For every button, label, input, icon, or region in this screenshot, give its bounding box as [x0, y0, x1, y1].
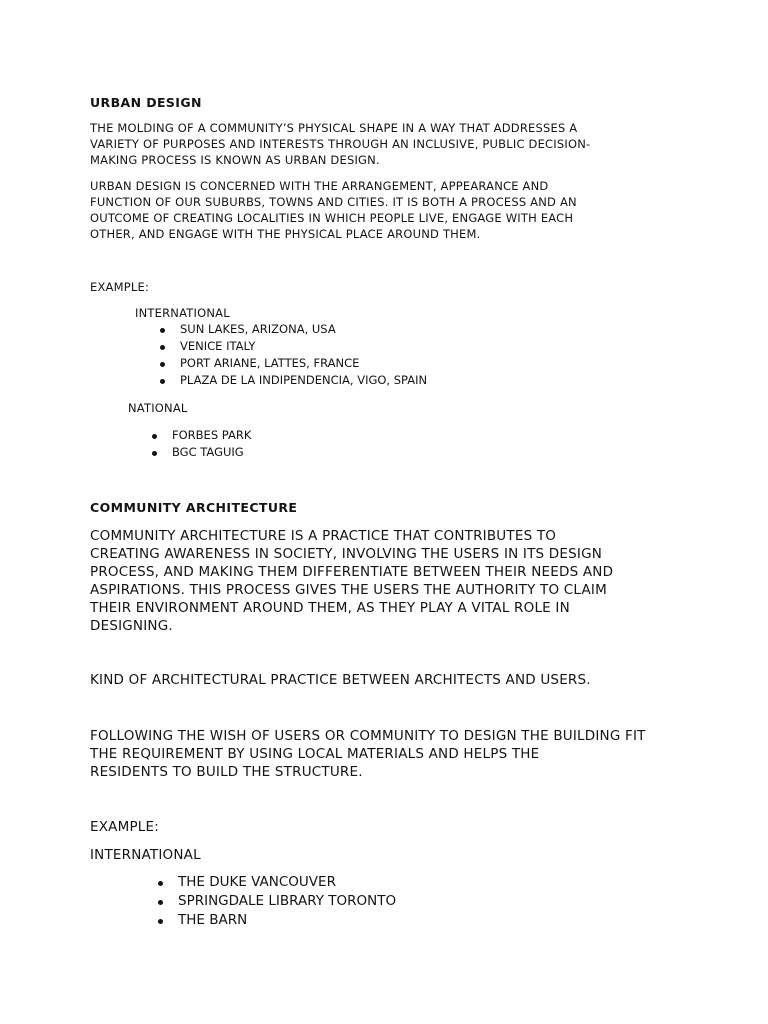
urban-design-national-list: [152, 427, 251, 461]
community-architecture-example-label: EXAMPLE:: [90, 819, 160, 835]
urban-design-international-label: INTERNATIONAL: [135, 306, 230, 320]
urban-design-example-label: EXAMPLE:: [90, 280, 150, 294]
community-architecture-international-label: INTERNATIONAL: [90, 847, 201, 863]
list-item: THE BARN: [158, 911, 396, 930]
community-architecture-paragraph-3-line-3: RESIDENTS TO BUILD THE STRUCTURE.: [90, 764, 363, 780]
community-architecture-paragraph-1-line-1: COMMUNITY ARCHITECTURE IS A PRACTICE THAT CONTRIBUTES TO: [90, 528, 557, 544]
community-architecture-paragraph-1-line-6: DESIGNING.: [90, 618, 173, 634]
list-item: SUN LAKES, ARIZONA, USA: [160, 321, 427, 338]
urban-design-international-list: [160, 321, 427, 389]
urban-design-paragraph-2-line-3: OUTCOME OF CREATING LOCALITIES IN WHICH PEOPLE LIVE, ENGAGE WITH EACH: [90, 211, 574, 225]
community-architecture-paragraph-1-line-4: ASPIRATIONS. THIS PROCESS GIVES THE USERS THE AUTHORITY TO CLAIM: [90, 582, 607, 598]
urban-design-paragraph-1-line-3: MAKING PROCESS IS KNOWN AS URBAN DESIGN.: [90, 153, 380, 167]
urban-design-paragraph-2-line-4: OTHER, AND ENGAGE WITH THE PHYSICAL PLACE AROUND THEM.: [90, 227, 481, 241]
list-item: THE DUKE VANCOUVER: [158, 873, 396, 892]
community-architecture-paragraph-1-line-3: PROCESS, AND MAKING THEM DIFFERENTIATE BETWEEN THEIR NEEDS AND: [90, 564, 614, 580]
community-architecture-paragraph-2: KIND OF ARCHITECTURAL PRACTICE BETWEEN ARCHITECTS AND USERS.: [90, 672, 591, 688]
community-architecture-heading: COMMUNITY ARCHITECTURE: [90, 500, 298, 515]
bullet-icon: [152, 434, 157, 439]
bullet-icon: [160, 345, 165, 350]
list-item: BGC TAGUIG: [152, 444, 251, 461]
community-architecture-paragraph-1-line-2: CREATING AWARENESS IN SOCIETY, INVOLVING THE USERS IN ITS DESIGN: [90, 546, 603, 562]
urban-design-national-label: NATIONAL: [128, 401, 188, 415]
community-architecture-paragraph-1-line-5: THEIR ENVIRONMENT AROUND THEM, AS THEY PLAY A VITAL ROLE IN: [90, 600, 570, 616]
community-architecture-paragraph-3-line-1: FOLLOWING THE WISH OF USERS OR COMMUNITY TO DESIGN THE BUILDING FIT: [90, 728, 646, 744]
list-item: VENICE ITALY: [160, 338, 427, 355]
bullet-icon: [160, 379, 165, 384]
bullet-icon: [158, 881, 163, 886]
bullet-icon: [160, 362, 165, 367]
bullet-icon: [160, 328, 165, 333]
urban-design-paragraph-1-line-1: THE MOLDING OF A COMMUNITY’S PHYSICAL SHAPE IN A WAY THAT ADDRESSES A: [90, 121, 578, 135]
community-architecture-international-list: [158, 873, 396, 930]
urban-design-heading: URBAN DESIGN: [90, 95, 202, 110]
urban-design-paragraph-2-line-1: URBAN DESIGN IS CONCERNED WITH THE ARRANGEMENT, APPEARANCE AND: [90, 179, 549, 193]
urban-design-paragraph-1-line-2: VARIETY OF PURPOSES AND INTERESTS THROUGH AN INCLUSIVE, PUBLIC DECISION-: [90, 137, 591, 151]
bullet-icon: [158, 900, 163, 905]
list-item: FORBES PARK: [152, 427, 251, 444]
list-item: PLAZA DE LA INDIPENDENCIA, VIGO, SPAIN: [160, 372, 427, 389]
list-item: SPRINGDALE LIBRARY TORONTO: [158, 892, 396, 911]
list-item: PORT ARIANE, LATTES, FRANCE: [160, 355, 427, 372]
bullet-icon: [158, 919, 163, 924]
community-architecture-paragraph-3-line-2: THE REQUIREMENT BY USING LOCAL MATERIALS AND HELPS THE: [90, 746, 540, 762]
bullet-icon: [152, 451, 157, 456]
urban-design-paragraph-2-line-2: FUNCTION OF OUR SUBURBS, TOWNS AND CITIES. IT IS BOTH A PROCESS AND AN: [90, 195, 577, 209]
